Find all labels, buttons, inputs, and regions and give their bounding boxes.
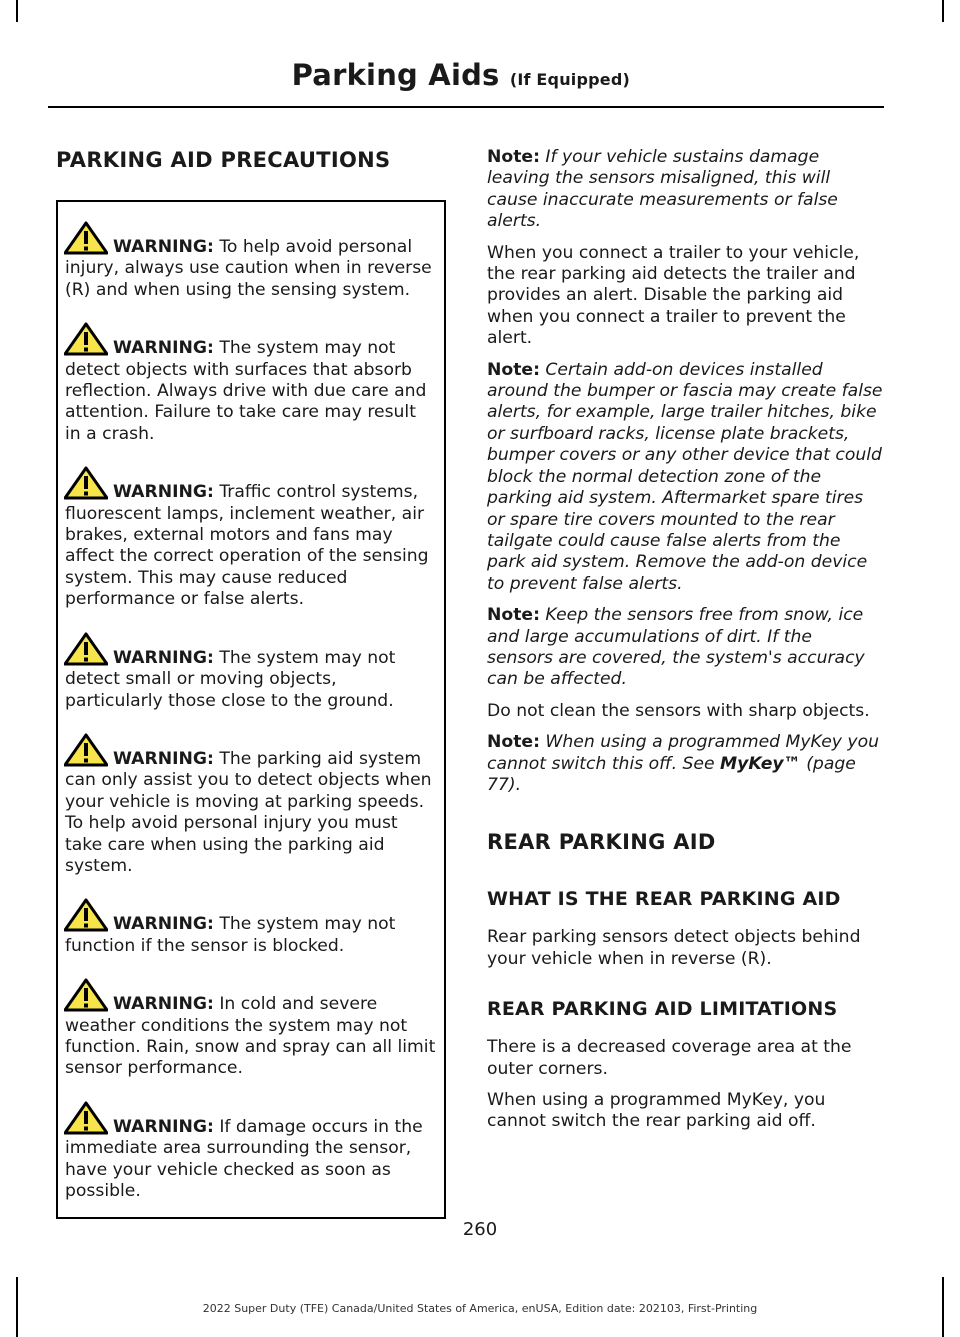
warning-item bbox=[65, 221, 437, 301]
warning-text: To help avoid personal injury, always use caution when in reverse (R) and when using the sensing system. bbox=[65, 237, 432, 300]
warning-keyword: WARNING: bbox=[113, 482, 214, 503]
warning-triangle-icon bbox=[64, 322, 108, 356]
warning-item bbox=[65, 1101, 437, 1203]
note-keep-sensors-clean bbox=[487, 605, 883, 691]
section-heading-precautions: PARKING AID PRECAUTIONS bbox=[56, 148, 391, 172]
warning-keyword: WARNING: bbox=[113, 338, 214, 359]
header-subtitle: (If Equipped) bbox=[509, 70, 630, 89]
note-label: Note: bbox=[487, 147, 540, 167]
warning-item bbox=[65, 632, 437, 712]
note-text: Certain add-on devices installed around the bumper or fascia may create false alerts, for example, large trailer hitches, bike or surfboard racks, license plate brackets, bumper covers or any other device that could block the normal detection zone of the parking aid system. Aftermarket spare tires or spare tire covers mounted to the rear tailgate could cause false alerts from the park aid system. Remove the add-on device to prevent false alerts. bbox=[487, 359, 883, 594]
warning-keyword: WARNING: bbox=[113, 647, 214, 668]
warning-triangle-icon bbox=[64, 1101, 108, 1135]
warning-item bbox=[65, 322, 437, 445]
crop-mark bbox=[16, 0, 18, 22]
note-mykey bbox=[487, 732, 883, 796]
warning-text: The system may not detect small or moving objects, particularly those close to the ground. bbox=[65, 647, 396, 711]
warning-triangle-icon bbox=[64, 632, 108, 666]
warning-triangle-icon bbox=[64, 733, 108, 767]
warning-text: If damage occurs in the immediate area surrounding the sensor, have your vehicle checked as soon as possible. bbox=[65, 1116, 423, 1201]
warning-keyword: WARNING: bbox=[113, 1116, 214, 1137]
note-sensor-damage bbox=[487, 147, 883, 233]
note-label: Note: bbox=[487, 605, 540, 626]
warning-item bbox=[65, 978, 437, 1080]
warning-triangle-icon bbox=[64, 978, 108, 1012]
warning-keyword: WARNING: bbox=[113, 914, 214, 935]
warning-item bbox=[65, 466, 437, 610]
warning-text: In cold and severe weather conditions the system may not function. Rain, snow and spray can all limit sensor performance. bbox=[65, 994, 436, 1079]
subheading-limitations: REAR PARKING AID LIMITATIONS bbox=[487, 998, 838, 1021]
warning-keyword: WARNING: bbox=[113, 748, 214, 769]
page-number: 260 bbox=[462, 1219, 498, 1240]
footer-edition: 2022 Super Duty (TFE) Canada/United States of America, enUSA, Edition date: 202103, First-Printing bbox=[202, 1302, 758, 1315]
warning-keyword: WARNING: bbox=[113, 237, 214, 257]
warning-text: The parking aid system can only assist you to detect objects when your vehicle is moving at parking speeds. To help avoid personal injury you must take care when using the parking aid system. bbox=[65, 748, 432, 876]
header-title: Parking Aids bbox=[291, 58, 500, 92]
page-header bbox=[292, 58, 630, 92]
warning-triangle-icon bbox=[64, 221, 108, 255]
warning-text: The system may not function if the sensor is blocked. bbox=[65, 914, 396, 956]
warning-item bbox=[65, 898, 437, 957]
warning-item bbox=[65, 733, 437, 877]
note-text: If your vehicle sustains damage leaving the sensors misaligned, this will cause inaccurate measurements or false alerts. bbox=[487, 147, 838, 232]
paragraph-mykey-rear: When using a programmed MyKey, you cannot switch the rear parking aid off. bbox=[487, 1090, 826, 1132]
warning-box bbox=[56, 200, 446, 1219]
note-text: Keep the sensors free from snow, ice and large accumulations of dirt. If the sensors are covered, the system's accuracy can be affected. bbox=[487, 605, 865, 690]
warning-triangle-icon bbox=[64, 466, 108, 500]
paragraph-trailer: When you connect a trailer to your vehicle, the rear parking aid detects the trailer and provides an alert. Disable the parking aid when you connect a trailer to prevent the alert. bbox=[487, 242, 860, 349]
subheading-what-is: WHAT IS THE REAR PARKING AID bbox=[487, 888, 841, 911]
warning-keyword: WARNING: bbox=[113, 994, 214, 1015]
note-add-on-devices bbox=[487, 360, 883, 595]
left-column bbox=[56, 148, 446, 1219]
mykey-reference-link[interactable]: MyKey™ bbox=[720, 753, 801, 774]
section-heading-rear-parking-aid: REAR PARKING AID bbox=[487, 830, 716, 855]
paragraph-rear-sensors: Rear parking sensors detect objects behind your vehicle when in reverse (R). bbox=[487, 927, 861, 969]
paragraph-coverage: There is a decreased coverage area at the outer corners. bbox=[487, 1037, 852, 1079]
paragraph-sharp-objects: Do not clean the sensors with sharp objects. bbox=[487, 700, 870, 721]
note-label: Note: bbox=[487, 732, 540, 753]
note-text: When using a programmed MyKey you cannot switch this off. See bbox=[487, 732, 880, 774]
note-label: Note: bbox=[487, 359, 540, 380]
warning-triangle-icon bbox=[64, 898, 108, 932]
header-rule bbox=[48, 106, 884, 108]
page-reference: (page 77). bbox=[487, 753, 856, 795]
crop-mark bbox=[942, 0, 944, 22]
warning-text: The system may not detect objects with surfaces that absorb reflection. Always drive with due care and attention. Failure to take care may result in a crash. bbox=[65, 338, 427, 444]
warning-text: Traffic control systems, fluorescent lamps, inclement weather, air brakes, external motors and fans may affect the correct operation of the sensing system. This may cause reduced performance or false alerts. bbox=[65, 482, 429, 610]
right-column bbox=[487, 147, 883, 1143]
